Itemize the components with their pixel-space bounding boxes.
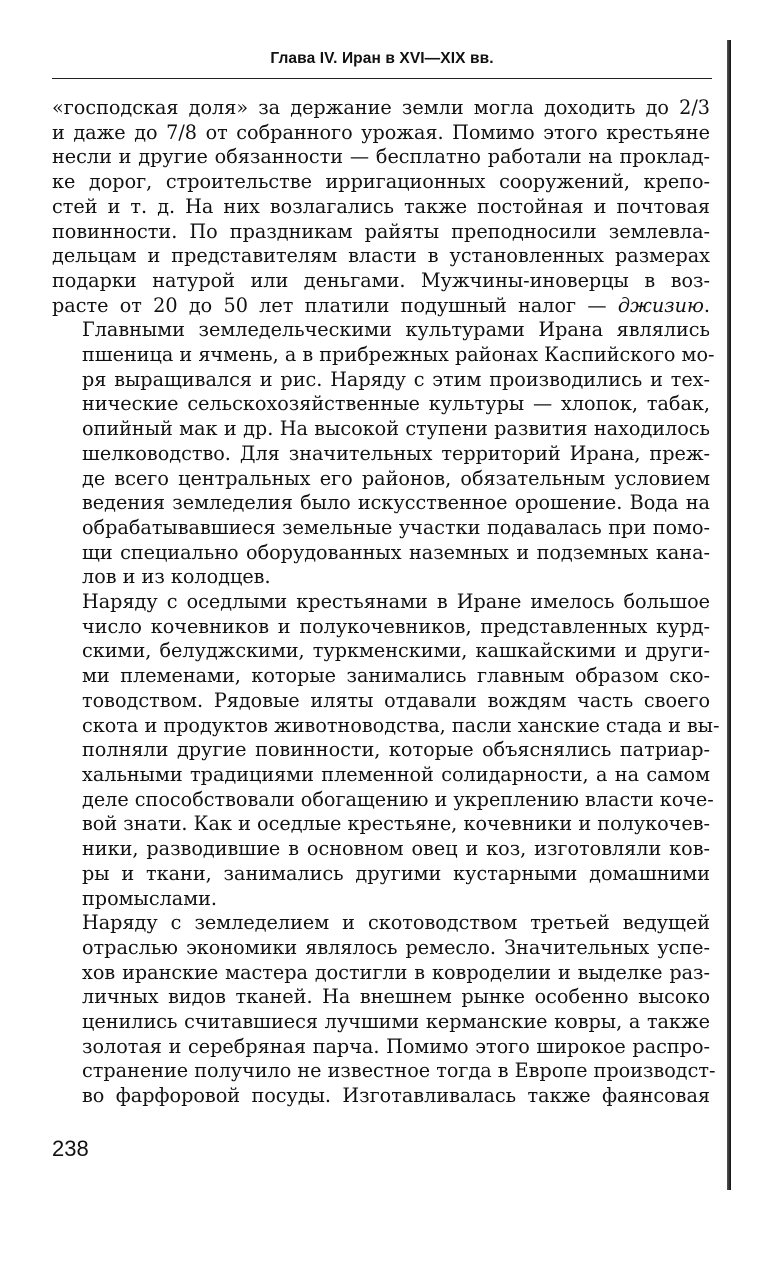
text-line: хальными традициями племенной солидарности, а на самом — [82, 762, 710, 786]
page-number: 238 — [52, 1136, 89, 1161]
text-line: Наряду с оседлыми крестьянами в Иране имелось большое — [82, 590, 710, 614]
text-line: число кочевников и полукочевников, представленных курд- — [82, 614, 710, 638]
text-line: золотая и серебряная парча. Помимо этого широкое распро- — [82, 1034, 710, 1058]
text-line: ведения земледелия было искусственное орошение. Вода на — [82, 491, 710, 515]
body-text — [52, 96, 720, 1109]
text-line: «господская доля» за держание земли могла доходить до 2/3 — [52, 96, 710, 119]
text-line: дельцам и представителям власти в установленных размерах — [52, 244, 710, 268]
text-line: опийный мак и др. На высокой ступени развития находилось — [82, 417, 710, 441]
text-line: повинности. По праздникам райяты преподносили землевла- — [52, 219, 710, 243]
text-line: пшеница и ячмень, а в прибрежных районах Каспийского мо- — [82, 343, 715, 367]
text-line: и даже до 7/8 от собранного урожая. Помимо этого крестьяне — [52, 120, 710, 144]
paragraph-4 — [52, 911, 716, 1109]
text-line: подарки натурой или деньгами. Мужчины-иноверцы в воз- — [52, 268, 710, 292]
text-line: ники, разводившие в основном овец и коз, изготовляли ков- — [82, 837, 710, 861]
text-line: хов иранские мастера достигли в ковроделии и выделке раз- — [82, 960, 710, 984]
text-line: товодством. Рядовые иляты отдавали вождям часть своего — [82, 688, 710, 712]
text-run: расте от 20 до 50 лет платили подушный налог — — [52, 293, 618, 317]
text-line: отраслью экономики являлось ремесло. Значительных успе- — [82, 935, 710, 959]
text-line: стей и т. д. На них возлагались также постойная и почтовая — [52, 194, 710, 218]
text-line: Наряду с земледелием и скотоводством третьей ведущей — [82, 911, 710, 935]
text-line: скими, белуджскими, туркменскими, кашкайскими и други- — [82, 639, 710, 663]
text-line: лов и из колодцев. — [82, 565, 271, 589]
paragraph-2 — [52, 318, 715, 590]
text-line: деле способствовали обогащению и укреплению власти коче- — [82, 787, 714, 811]
text-line: щи специально оборудованных наземных и подземных кана- — [82, 540, 710, 564]
text-line: ми племенами, которые занимались главным образом ско- — [82, 664, 710, 688]
running-head: Глава IV. Иран в XVI—XIX вв. — [270, 50, 494, 67]
text-line-mixed — [52, 294, 710, 319]
text-line: полняли другие повинности, которые объяснялись патриар- — [82, 738, 710, 762]
text-line: ры и ткани, занимались другими кустарными домашними — [82, 861, 710, 885]
text-line: нические сельскохозяйственные культуры — хлопок, табак, — [82, 392, 710, 416]
paragraph-3 — [52, 590, 720, 911]
text-line: ценились считавшиеся лучшими керманские ковры, а также — [82, 1010, 710, 1034]
text-line: несли и другие обязанности — бесплатно работали на проклад- — [52, 145, 710, 169]
italic-term: джизию — [617, 293, 704, 317]
page-edge-shadow — [727, 40, 731, 1190]
text-run: . — [703, 293, 710, 317]
text-line: вой знати. Как и оседлые крестьяне, кочевники и полукочев- — [82, 812, 710, 836]
text-line: скота и продуктов животноводства, пасли ханские стада и вы- — [82, 713, 720, 737]
text-line: обрабатывавшиеся земельные участки подавалась при помо- — [82, 515, 710, 539]
text-line: ке дорог, строительстве ирригационных сооружений, крепо- — [52, 170, 710, 194]
text-line: Главными земледельческими культурами Ирана являлись — [82, 318, 710, 342]
text-line: ря выращивался и рис. Наряду с этим производились и тех- — [82, 367, 710, 391]
text-line: странение получило не известное тогда в Европе производст- — [82, 1059, 716, 1083]
text-line: де всего центральных его районов, обязательным условием — [82, 466, 710, 490]
text-line: личных видов тканей. На внешнем рынке особенно высоко — [82, 985, 710, 1009]
text-line: шелководство. Для значительных территорий Ирана, преж- — [82, 441, 710, 465]
paragraph-1 — [52, 96, 710, 318]
text-line: промыслами. — [82, 886, 218, 910]
header-rule — [52, 78, 712, 79]
text-line: во фарфоровой посуды. Изготавливалась также фаянсовая — [82, 1084, 710, 1108]
